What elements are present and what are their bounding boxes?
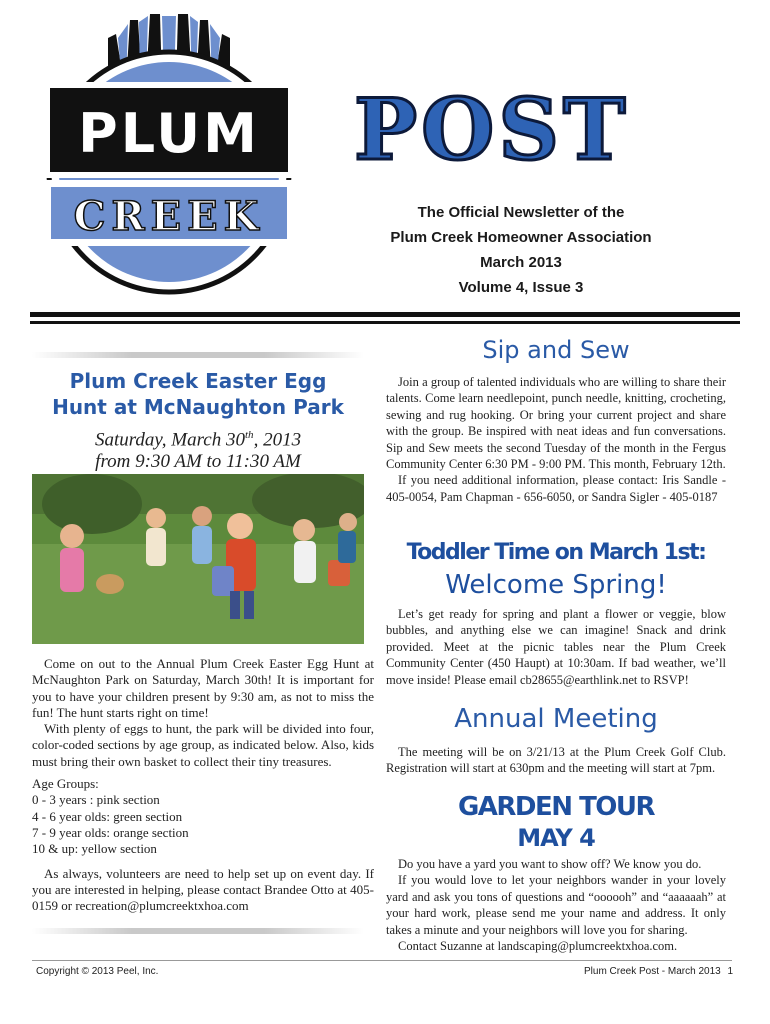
footer-rule: [32, 960, 732, 961]
logo-plum-text: PLUM: [78, 102, 260, 165]
sip-para1: Join a group of talented individuals who are willing to share their talents. Come learn needlepoint, punch needle, knitting, crocheting, sewing and rug hooking. Or bring your current project and share with the group. Be inspired with neat ideas and fun conversations. Sip and Sew meets the second Tuesday of the month in the Fergus Community Center 6:30 PM - 9:00 PM. This month, February 12th.: [386, 375, 726, 472]
easter-body: [32, 656, 374, 914]
easter-date: [32, 424, 364, 473]
easter-para1: Come on out to the Annual Plum Creek Easter Egg Hunt at McNaughton Park on Saturday, March 30th! It is important for you to have your children present by 9:30 am, as not to miss the fun! The hunt starts right on time!: [32, 656, 374, 720]
easter-time: from 9:30 AM to 11:30 AM: [95, 451, 301, 473]
garden-body: [386, 856, 726, 954]
plum-creek-logo: [38, 12, 300, 304]
volume-issue: Volume 4, Issue 3: [458, 279, 584, 296]
page-number: 1: [727, 966, 734, 977]
easter-date-line: [32, 424, 364, 451]
age-item: 10 & up: yellow section: [32, 841, 157, 857]
date-year: , 2013: [253, 429, 302, 451]
sip-para2: If you need additional information, please contact: Iris Sandle - 405-0054, Pam Chapman - 656-6050, or Sandra Sigler - 405-0187: [386, 473, 726, 504]
age-heading: Age Groups:: [32, 776, 99, 792]
masthead-rule-thick: [30, 312, 740, 317]
footer-issue: [584, 966, 733, 977]
divider-shade: [32, 352, 364, 358]
easter-title: [32, 368, 364, 420]
meeting-para: The meeting will be on 3/21/13 at the Plum Creek Golf Club. Registration will start at 630pm and the meeting will start at 7pm.: [386, 745, 726, 776]
subtitle-line1: The Official Newsletter of the: [417, 204, 625, 221]
easter-title-line1: Plum Creek Easter Egg: [69, 369, 327, 393]
easter-para3: As always, volunteers are need to help set up on event day. If you are interested in helping, please contact Brandee Otto at 405-0159 or recreation@plumcreektxhoa.com: [32, 865, 374, 914]
toddler-title-line1: Toddler Time on March 1st:: [406, 540, 706, 565]
age-item: 7 - 9 year olds: orange section: [32, 824, 189, 840]
footer-issue-label: Plum Creek Post - March 2013: [584, 966, 721, 977]
easter-egg-hunt-photo: [32, 474, 364, 644]
subtitle-line2: Plum Creek Homeowner Association: [390, 229, 652, 246]
age-item: 0 - 3 years : pink section: [32, 792, 160, 808]
divider-shade: [32, 928, 364, 934]
newsletter-title: POST: [354, 80, 630, 179]
logo-creek-text: CREEK: [73, 193, 265, 240]
toddler-body: [386, 606, 726, 688]
garden-para2: If you would love to let your neighbors wander in your lovely yard and ask you tons of questions and “oooooh” and “aaaaaah” at your hard work, please send me your name and address. It only takes a minute and your neighbors will love you for sharing.: [386, 873, 726, 937]
issue-date: March 2013: [480, 254, 562, 271]
meeting-body: [386, 744, 726, 777]
garden-para1: Do you have a yard you want to show off? We know you do.: [398, 857, 702, 871]
toddler-title-line2: Welcome Spring!: [445, 570, 667, 600]
footer-copyright: Copyright © 2013 Peel, Inc.: [36, 966, 159, 977]
meeting-title: Annual Meeting: [454, 704, 658, 734]
garden-title-line1: GARDEN TOUR: [457, 792, 655, 822]
sip-title: Sip and Sew: [482, 336, 630, 364]
easter-para2: With plenty of eggs to hunt, the park will be divided into four, color-coded sections by age group, as indicated below. Also, kids must bring their own basket to collect their tiny treasures.: [32, 721, 374, 769]
sip-body: [386, 374, 726, 505]
easter-title-line2: Hunt at McNaughton Park: [52, 395, 344, 419]
date-sup: th: [245, 429, 254, 441]
date-main: Saturday, March 30: [94, 429, 245, 451]
masthead-rule-thin: [30, 321, 740, 324]
age-item: 4 - 6 year olds: green section: [32, 808, 183, 824]
garden-title-line2: MAY 4: [517, 824, 595, 852]
garden-para3: Contact Suzanne at landscaping@plumcreektxhoa.com.: [398, 939, 678, 954]
toddler-para: Let’s get ready for spring and plant a flower or veggie, blow bubbles, and anything else we can imagine! Snack and drink provided. Meet at the picnic tables near the Plum Creek Community Center (450 Haupt) at 10:30am. If bad weather, we’ll move inside! Please email cb28655@earthlink.net to RSVP!: [386, 607, 726, 687]
